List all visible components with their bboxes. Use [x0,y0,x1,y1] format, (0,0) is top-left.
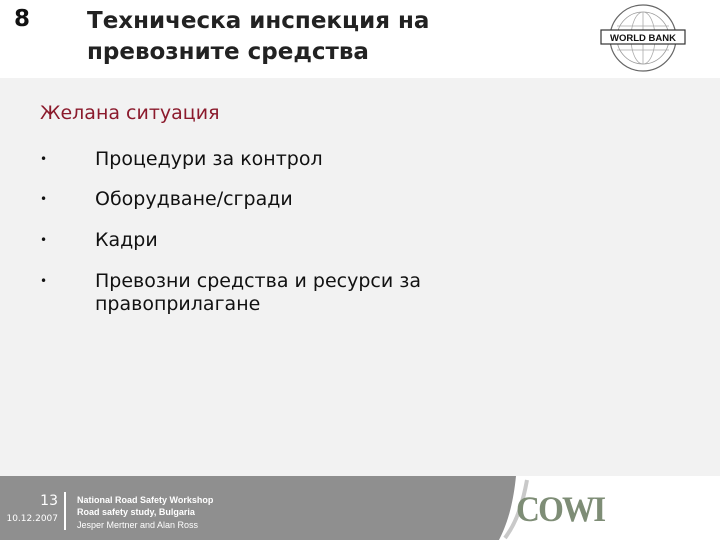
bullet-text [95,270,515,316]
section-heading: Желана ситуация [40,102,220,124]
slide-title [87,6,547,68]
slide-title-line-2: превозните средства [87,39,369,65]
world-bank-logo [596,2,690,74]
slide-title-line-1: Техническа инспекция на [87,8,430,34]
bullet-icon: • [40,233,48,247]
bullet-icon: • [40,192,48,206]
bullet-text: Процедури за контрол [95,148,323,170]
footer-workshop-title: National Road Safety Workshop [77,495,214,505]
slide-footer [0,476,720,540]
footer-date: 10.12.2007 [6,514,58,524]
slide-content [0,78,720,476]
slide-number: 8 [14,6,31,32]
footer-divider [64,492,66,530]
bullet-text-line-1: Превозни средства и ресурси за [95,270,421,292]
footer-authors: Jesper Mertner and Alan Ross [77,520,199,530]
footer-study-title: Road safety study, Bulgaria [77,507,195,517]
bullet-icon: • [40,152,48,166]
svg-text:WORLD BANK: WORLD BANK [610,33,676,44]
bullet-icon: • [40,274,48,288]
bullet-text: Кадри [95,229,158,251]
cowi-logo: COWI [516,489,605,529]
page-number: 13 [40,493,58,509]
bullet-text: Оборудване/сгради [95,188,293,210]
slide-header [0,0,720,78]
bullet-text-line-2: правоприлагане [95,293,261,315]
